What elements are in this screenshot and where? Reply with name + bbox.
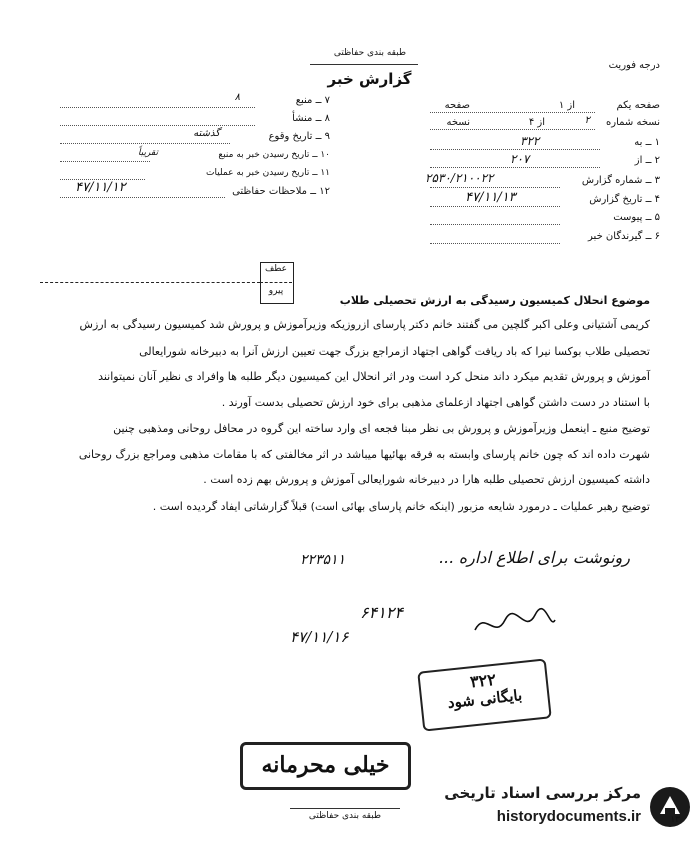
field-from-label: ۲ ــ از [634, 155, 660, 166]
copy-label: نسخه شماره [606, 117, 660, 128]
field-report-date-line [430, 206, 560, 207]
page-line [430, 112, 595, 113]
field-security-value: ۴۷/۱۱/۱۲ [75, 180, 126, 195]
handwritten-date-2: ۴۷/۱۱/۱۶ [290, 628, 349, 646]
field-origin-line [60, 125, 255, 126]
field-to-value: ۳۲۲ [520, 134, 540, 148]
body-line-2: تحصیلی طلاب بوکسا نیرا که باد ریافت گواهی اجتهاد ازمراجع بزرگ جهت تعیین ارزش آنرا به دبیرخانه شورایعالی [139, 345, 650, 358]
top-classification: طبقه بندی حفاظتی [333, 48, 407, 58]
subject-line: موضوع انحلال کمیسیون رسیدگی به ارزش تحصیلی طلاب [339, 294, 650, 307]
field-source-value: ۸ [234, 92, 240, 103]
site-name: مرکز بررسی اسناد تاریخی [444, 784, 641, 802]
copy-of: از ۴ [528, 117, 545, 128]
field-received-source-line [60, 161, 150, 162]
page-title: گزارش خبر [327, 70, 412, 88]
copy-number: ۲ [584, 115, 590, 126]
footer-classification: طبقه بندی حفاظتی [290, 808, 400, 821]
field-received-source-value: تقریباً [138, 148, 158, 158]
reference-divider [260, 282, 292, 283]
reference-peyro: پیرو [268, 286, 284, 296]
reference-atf: عطف [264, 264, 288, 274]
field-occurrence-label: ۹ ــ تاریخ وقوع [268, 131, 330, 142]
field-attachment-label: ۵ ــ پیوست [613, 212, 660, 223]
field-occurrence-line [60, 143, 230, 144]
separator-line [40, 282, 260, 283]
field-security-label: ۱۲ ــ ملاحظات حفاظتی [232, 186, 330, 197]
archive-stamp-text: بایگانی شود [446, 686, 523, 712]
copy-word: نسخه [446, 117, 470, 128]
field-report-date-label: ۴ ــ تاریخ گزارش [589, 194, 660, 205]
site-url: historydocuments.ir [496, 808, 641, 825]
field-origin-label: ۸ ــ منشأ [292, 113, 330, 124]
field-report-number-line [430, 187, 560, 188]
field-attachment-line [430, 224, 560, 225]
field-from-value: ۲۰۷ [510, 152, 530, 166]
body-line-6: شهرت داده اند که چون خانم پارسای وابسته به فرقه بهائیها میباشد در اثر مخالفتی که با مقامات مذهبی ومراجع بزرگ روحانی [78, 448, 650, 461]
archive-stamp [417, 658, 552, 731]
field-from-line [430, 167, 600, 168]
field-recipients-line [430, 243, 560, 244]
field-recipients-label: ۶ ــ گیرندگان خبر [588, 231, 660, 242]
field-to-line [430, 149, 600, 150]
archive-stamp-number: ۳۲۲ [469, 669, 497, 692]
page-word: صفحه [444, 100, 470, 111]
body-line-4: با استناد در دست داشتن گواهی اجتهاد ازعلمای مذهبی برای خود ارزش تحصیلی بدست آورند . [221, 396, 650, 409]
field-source-line [60, 107, 255, 108]
body-line-7: داشته کمیسیون ارزش تحصیلی طلبه هارا در دبیرخانه شورایعالی آموزش و پرورش بهم زده است . [203, 473, 650, 486]
handwritten-number-2: ۶۴۱۲۴ [360, 603, 403, 622]
copy-line [430, 129, 595, 130]
field-report-number-value: ۲۵۳۰/۲۱۰۰۲۲ [425, 171, 494, 185]
page-label: صفحه یکم [616, 100, 660, 111]
confidential-stamp-text: خیلی محرمانه [261, 752, 390, 778]
body-line-5: توضیح منبع ـ اینعمل وزیرآموزش و پرورش بی نظر مبنا فجعه ای وارد ساخته این گروه در محافل روحانی ومذهبی چنین [113, 422, 650, 435]
field-source-label: ۷ ــ منبع [295, 95, 330, 106]
field-to-label: ۱ ــ به [634, 137, 660, 148]
field-received-source-label: ۱۰ ــ تاریخ رسیدن خبر به منبع [218, 150, 330, 160]
field-occurrence-value: گذشته [193, 128, 220, 139]
body-line-8: توضیح رهبر عملیات ـ درمورد شایعه مزبور (اینکه خانم پارسای بهائی است) قبلاً گزارشاتی ایفاد گردیده است . [152, 500, 650, 513]
field-report-date-value: ۴۷/۱۱/۱۳ [465, 190, 516, 205]
watermark [430, 780, 695, 836]
signature-scribble [470, 600, 560, 650]
confidential-stamp [240, 742, 411, 790]
field-report-number-label: ۳ ــ شماره گزارش [581, 175, 660, 186]
handwritten-note-1: رونوشت برای اطلاع اداره ... [438, 548, 630, 567]
handwritten-note-1-number: ۲۲۳۵۱۱ [300, 552, 346, 568]
priority-label: درجه فوریت [608, 60, 660, 71]
body-line-1: کریمی آشتیانی وعلی اکبر گلچین می گفتند خانم دکتر پارسای ازروزیکه وزیرآموزش و پرورش شد کمیسیون رسیدگی به ارزش [79, 318, 650, 331]
page-code: ۱۳ [670, 815, 680, 825]
field-received-ops-label: ۱۱ ــ تاریخ رسیدن خبر به عملیات [205, 168, 330, 178]
body-line-3: آموزش و پرورش تقدیم میکرد داند منحل کرد است ودر اثر انحلال این کمیسیون دیگر طلبه ها وافراد ی نظیر آنان نمیتوانند [98, 370, 650, 383]
page-of: از ۱ [558, 100, 575, 111]
field-security-line [60, 197, 225, 198]
